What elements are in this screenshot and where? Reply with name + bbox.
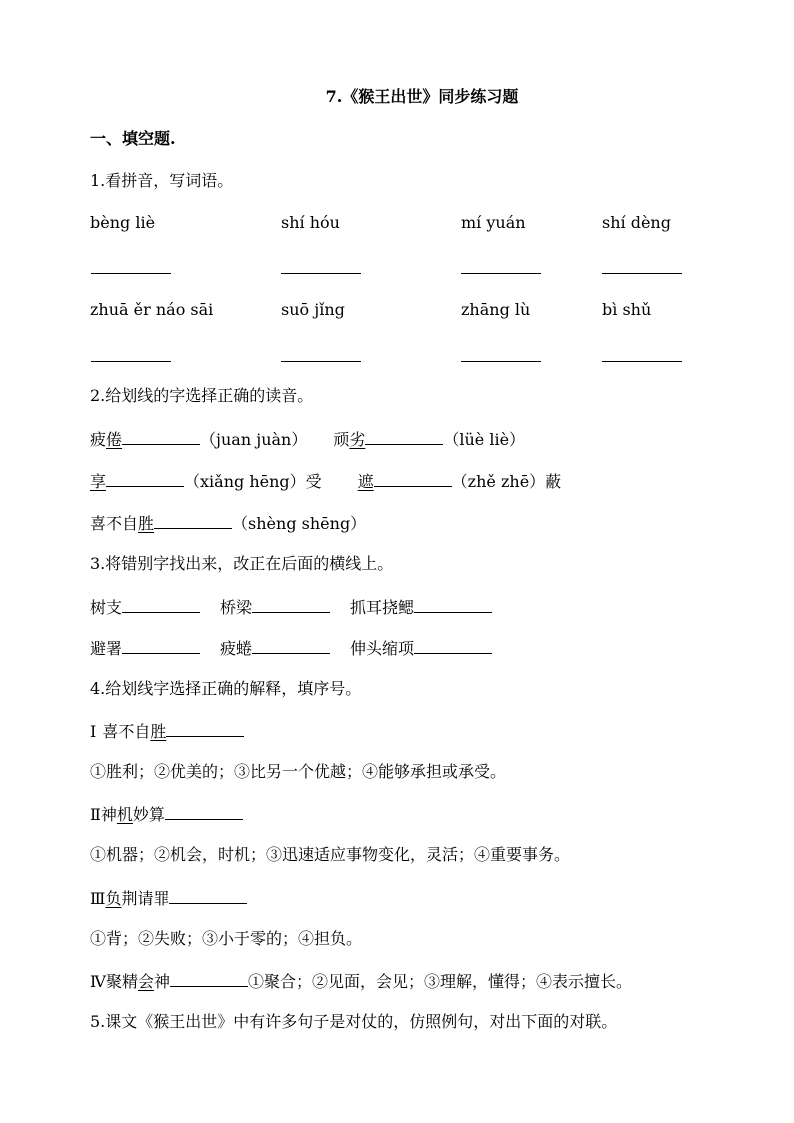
answer-line[interactable] (281, 273, 361, 274)
answer-blank[interactable] (170, 969, 248, 987)
word-text: 荆请罪 (121, 889, 170, 908)
answer-blank[interactable] (166, 719, 244, 737)
pinyin-1-3: mí yuán (461, 213, 526, 232)
underlined-char: 享 (90, 472, 107, 491)
answer-line[interactable] (91, 361, 171, 362)
answer-line[interactable] (281, 361, 361, 362)
underlined-char: 劣 (349, 430, 366, 449)
word-text: 神 (154, 972, 171, 991)
question-3-prompt: 3.将错别字找出来，改正在后面的横线上。 (90, 554, 394, 573)
answer-blank[interactable] (374, 469, 452, 487)
answer-blank[interactable] (414, 636, 492, 654)
word-text: 喜不自 (102, 722, 151, 741)
word-text: 抓耳挠鳃 (350, 598, 415, 617)
word-text: 桥梁 (220, 598, 253, 617)
underlined-char: 遮 (357, 472, 374, 491)
question-4-item-2 (90, 802, 243, 826)
question-3-row-1 (90, 595, 492, 619)
question-4-item-4 (90, 969, 632, 993)
answer-line[interactable] (461, 361, 541, 362)
answer-blank[interactable] (154, 511, 232, 529)
pinyin-1-1: bèng liè (90, 213, 156, 232)
answer-blank[interactable] (252, 636, 330, 654)
question-5-prompt: 5.课文《猴王出世》中有许多句子是对仗的，仿照例句，对出下面的对联。 (90, 1012, 618, 1031)
word-text: 顽 (333, 430, 350, 449)
options-text: ①聚合；②见面，会见；③理解，懂得；④表示擅长。 (248, 972, 633, 991)
word-text: 聚精 (105, 972, 138, 991)
question-2-line-1 (90, 427, 525, 451)
answer-blank[interactable] (365, 427, 443, 445)
answer-line[interactable] (91, 273, 171, 274)
pinyin-2-3: zhāng lù (461, 300, 531, 319)
answer-blank[interactable] (122, 595, 200, 613)
pinyin-2-1: zhuā ěr náo sāi (90, 300, 214, 319)
word-text: 伸头缩项 (350, 639, 415, 658)
answer-blank[interactable] (252, 595, 330, 613)
pinyin-1-2: shí hóu (281, 213, 340, 232)
word-text: 疲 (90, 430, 107, 449)
question-2-line-3 (90, 511, 366, 535)
answer-blank[interactable] (165, 802, 243, 820)
question-2-prompt: 2.给划线的字选择正确的读音。 (90, 386, 314, 405)
word-text: 喜不自 (90, 514, 139, 533)
word-text: 神 (100, 805, 117, 824)
underlined-char: 机 (116, 805, 133, 824)
roman-numeral: Ⅱ (90, 805, 101, 824)
pinyin-options: （zhě zhē）蔽 (451, 472, 562, 491)
pinyin-options: （shèng shēng） (232, 514, 367, 533)
question-1-prompt: 1.看拼音，写词语。 (90, 171, 234, 190)
question-4-options-3: ①背；②失败；③小于零的；④担负。 (90, 929, 363, 948)
pinyin-2-2: suō jǐng (281, 300, 345, 319)
answer-blank[interactable] (414, 595, 492, 613)
roman-numeral: Ⅳ (90, 972, 106, 991)
answer-blank[interactable] (106, 469, 184, 487)
pinyin-1-4: shí dèng (602, 213, 671, 232)
word-text: 疲蜷 (220, 639, 253, 658)
answer-blank[interactable] (169, 886, 247, 904)
question-4-options-2: ①机器；②机会，时机；③迅速适应事物变化，灵活；④重要事务。 (90, 845, 571, 864)
underlined-char: 会 (138, 972, 155, 991)
word-text: 树支 (90, 598, 123, 617)
answer-line[interactable] (602, 273, 682, 274)
underlined-char: 胜 (150, 722, 167, 741)
question-3-row-2 (90, 636, 492, 660)
underlined-char: 倦 (106, 430, 123, 449)
answer-line[interactable] (461, 273, 541, 274)
underlined-char: 负 (105, 889, 122, 908)
question-2-line-2 (90, 469, 561, 493)
word-text: 妙算 (132, 805, 165, 824)
word-text: 避署 (90, 639, 123, 658)
question-4-item-1 (90, 719, 244, 743)
question-4-prompt: 4.给划线字选择正确的解释，填序号。 (90, 679, 362, 698)
roman-numeral: Ⅰ (90, 722, 97, 741)
question-4-item-3 (90, 886, 247, 910)
answer-blank[interactable] (122, 427, 200, 445)
answer-blank[interactable] (122, 636, 200, 654)
underlined-char: 胜 (138, 514, 155, 533)
pinyin-options: （juan juàn） (200, 430, 308, 449)
question-4-options-1: ①胜利；②优美的；③比另一个优越；④能够承担或承受。 (90, 762, 507, 781)
section-heading: 一、填空题. (90, 129, 176, 148)
answer-line[interactable] (602, 361, 682, 362)
pinyin-options: （lüè liè） (443, 430, 526, 449)
roman-numeral: Ⅲ (90, 889, 106, 908)
pinyin-2-4: bì shǔ (602, 300, 652, 319)
page-title: 7.《猴王出世》同步练习题 (325, 87, 519, 106)
pinyin-options: （xiǎng hēng）受 (184, 472, 322, 491)
